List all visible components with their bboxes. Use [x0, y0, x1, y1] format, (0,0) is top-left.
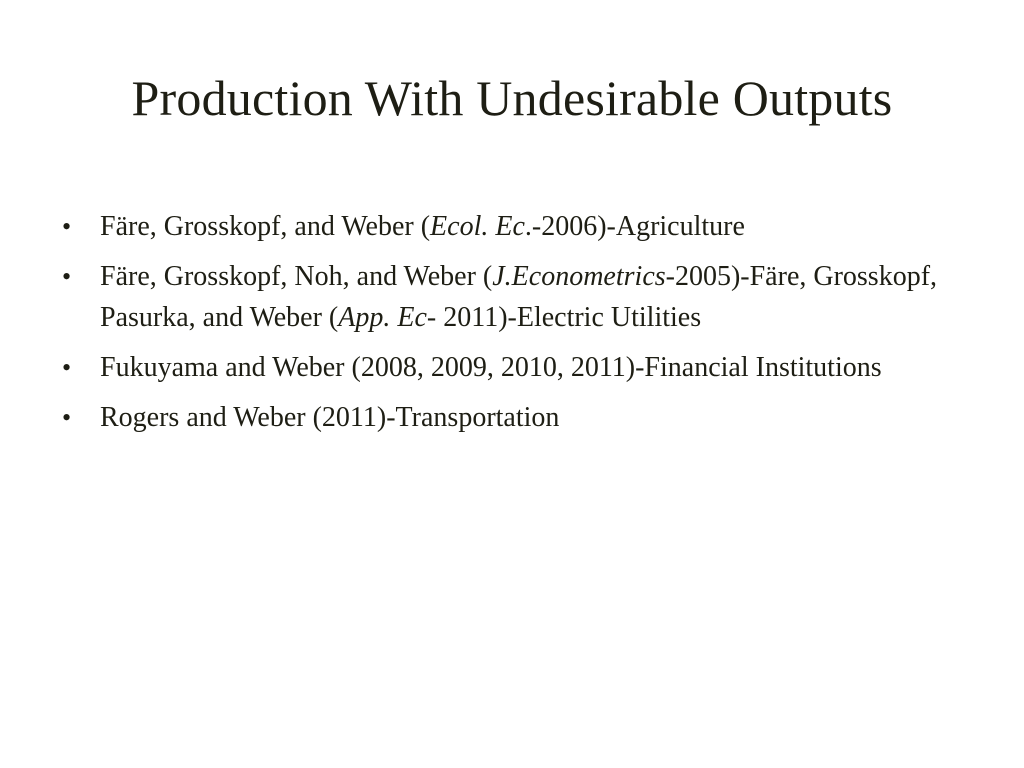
- bullet-dot-icon: •: [62, 262, 72, 291]
- slide-title: Production With Undesirable Outputs: [131, 70, 893, 126]
- bullet-dot-icon: •: [62, 403, 72, 432]
- bullet-text-segment: Fukuyama and Weber (2008, 2009, 2010, 2011)-Financial Institutions: [100, 352, 882, 383]
- bullet-item: [62, 206, 962, 247]
- bullet-item: [62, 397, 962, 438]
- bullet-text-segment: Färe, Grosskopf, Noh, and Weber (: [100, 261, 493, 292]
- bullet-text-segment: -2005)-Färe, Grosskopf, Pasurka, and Weber (: [100, 261, 938, 333]
- bullet-item: [62, 256, 962, 338]
- journal-name: J.Econometrics: [492, 261, 666, 292]
- journal-name: App. Ec: [338, 302, 427, 333]
- bullet-text-segment: Färe, Grosskopf, and Weber (: [100, 211, 431, 242]
- bullet-text-segment: Rogers and Weber (2011)-Transportation: [100, 402, 560, 433]
- bullet-text-segment: - 2011)-Electric Utilities: [426, 302, 702, 333]
- bullet-text-segment: .-2006)-Agriculture: [524, 211, 745, 242]
- bullet-dot-icon: •: [62, 212, 72, 241]
- bullet-item: [62, 347, 962, 388]
- journal-name: Ecol. Ec: [430, 211, 525, 242]
- bullet-dot-icon: •: [62, 353, 72, 382]
- bullet-list: [62, 206, 962, 447]
